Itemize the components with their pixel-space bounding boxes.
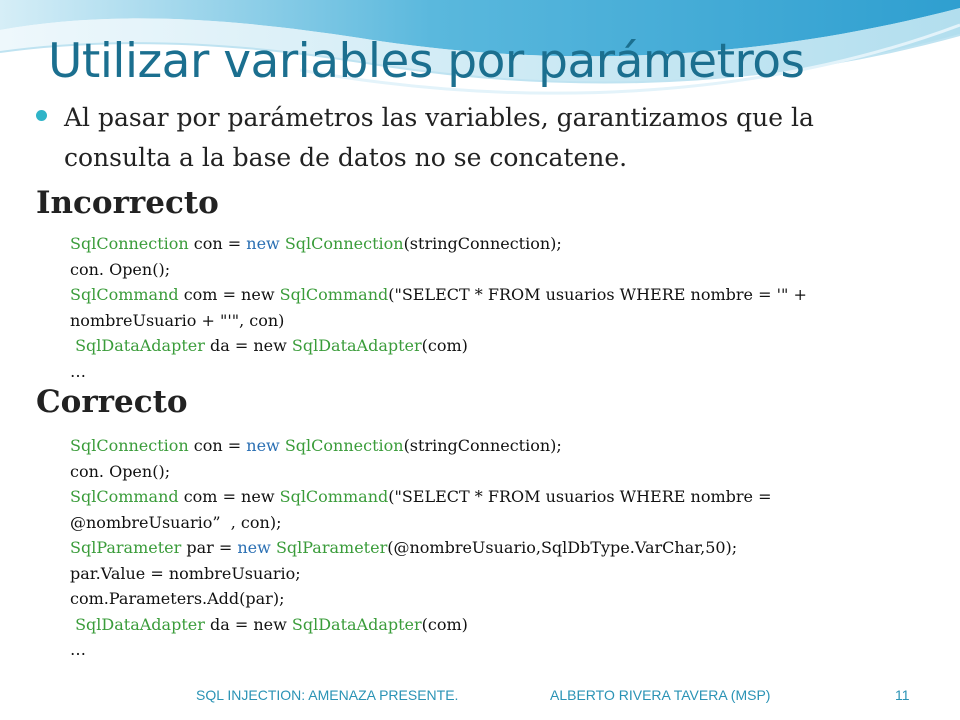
code-text-token: (@nombreUsuario,SqlDbType.VarChar,50); xyxy=(387,538,738,557)
heading-incorrect: Incorrecto xyxy=(36,185,219,221)
code-text-token: con. Open(); xyxy=(70,461,171,481)
code-text-token: @nombreUsuario” , con); xyxy=(70,512,282,532)
code-type-token: SqlCommand xyxy=(279,487,389,506)
code-line xyxy=(70,612,920,638)
heading-correct: Correcto xyxy=(36,384,188,420)
code-text-token: com.Parameters.Add(par); xyxy=(70,589,285,608)
code-text-token: com = new xyxy=(178,487,280,506)
footer-presentation-title: SQL INJECTION: AMENAZA PRESENTE. xyxy=(196,687,459,703)
footer-page-number: 11 xyxy=(895,687,910,703)
code-line xyxy=(70,282,920,308)
code-type-token: SqlConnection xyxy=(70,436,189,455)
code-keyword-token: new xyxy=(237,538,271,557)
code-line xyxy=(70,333,920,359)
code-line xyxy=(70,459,920,485)
code-type-token: SqlConnection xyxy=(70,234,189,253)
code-line xyxy=(70,231,920,257)
code-text-token: (com) xyxy=(421,614,468,634)
code-line xyxy=(70,510,920,536)
code-type-token: SqlConnection xyxy=(284,436,404,455)
code-line xyxy=(70,308,920,334)
code-type-token: SqlParameter xyxy=(70,538,182,557)
code-text-token: da = new xyxy=(204,336,292,355)
code-line xyxy=(70,637,920,663)
code-type-token: SqlDataAdapter xyxy=(291,614,422,634)
code-text-token: … xyxy=(70,640,86,659)
code-text-token: (stringConnection); xyxy=(403,234,562,253)
code-line xyxy=(70,535,920,561)
code-type-token: SqlCommand xyxy=(70,285,179,304)
code-line xyxy=(70,561,920,587)
code-type-token: SqlDataAdapter xyxy=(75,336,205,355)
code-text-token: par = xyxy=(181,538,238,557)
code-text-token: ("SELECT * FROM usuarios WHERE nombre = '" + xyxy=(388,285,807,304)
code-type-token: SqlConnection xyxy=(284,234,404,253)
code-block-incorrect xyxy=(70,231,920,384)
code-text-token: … xyxy=(70,361,86,381)
code-text-token: ("SELECT * FROM usuarios WHERE nombre = xyxy=(388,487,772,506)
code-line xyxy=(70,586,920,612)
code-keyword-token: new xyxy=(246,234,280,253)
code-type-token: SqlCommand xyxy=(70,487,179,506)
code-type-token: SqlDataAdapter xyxy=(291,336,422,355)
code-text-token: par.Value = nombreUsuario; xyxy=(70,563,301,583)
bullet-dot-icon xyxy=(36,110,47,121)
code-text-token: (stringConnection); xyxy=(403,436,562,455)
code-text-token: con. Open(); xyxy=(70,259,171,279)
code-type-token: SqlCommand xyxy=(279,285,389,304)
code-text-token: (com) xyxy=(421,336,468,355)
code-text-token: com = new xyxy=(178,285,280,304)
code-text-token: da = new xyxy=(204,614,292,634)
code-text-token: nombreUsuario + "'", con) xyxy=(70,310,285,330)
code-block-correct xyxy=(70,433,920,663)
code-keyword-token: new xyxy=(246,436,280,455)
code-line xyxy=(70,257,920,283)
code-text-token: con = xyxy=(188,234,247,253)
footer xyxy=(0,687,960,709)
code-line xyxy=(70,433,920,459)
code-type-token: SqlDataAdapter xyxy=(75,614,205,634)
code-type-token: SqlParameter xyxy=(275,538,388,557)
code-line xyxy=(70,484,920,510)
code-line xyxy=(70,359,920,385)
bullet-text xyxy=(64,98,884,178)
code-text-token: con = xyxy=(188,436,247,455)
bullet-line-2: consulta a la base de datos no se concatene. xyxy=(64,143,628,172)
footer-author: ALBERTO RIVERA TAVERA (MSP) xyxy=(550,687,771,703)
slide-title: Utilizar variables por parámetros xyxy=(48,34,805,89)
bullet-line-1: Al pasar por parámetros las variables, garantizamos que la xyxy=(64,103,814,132)
